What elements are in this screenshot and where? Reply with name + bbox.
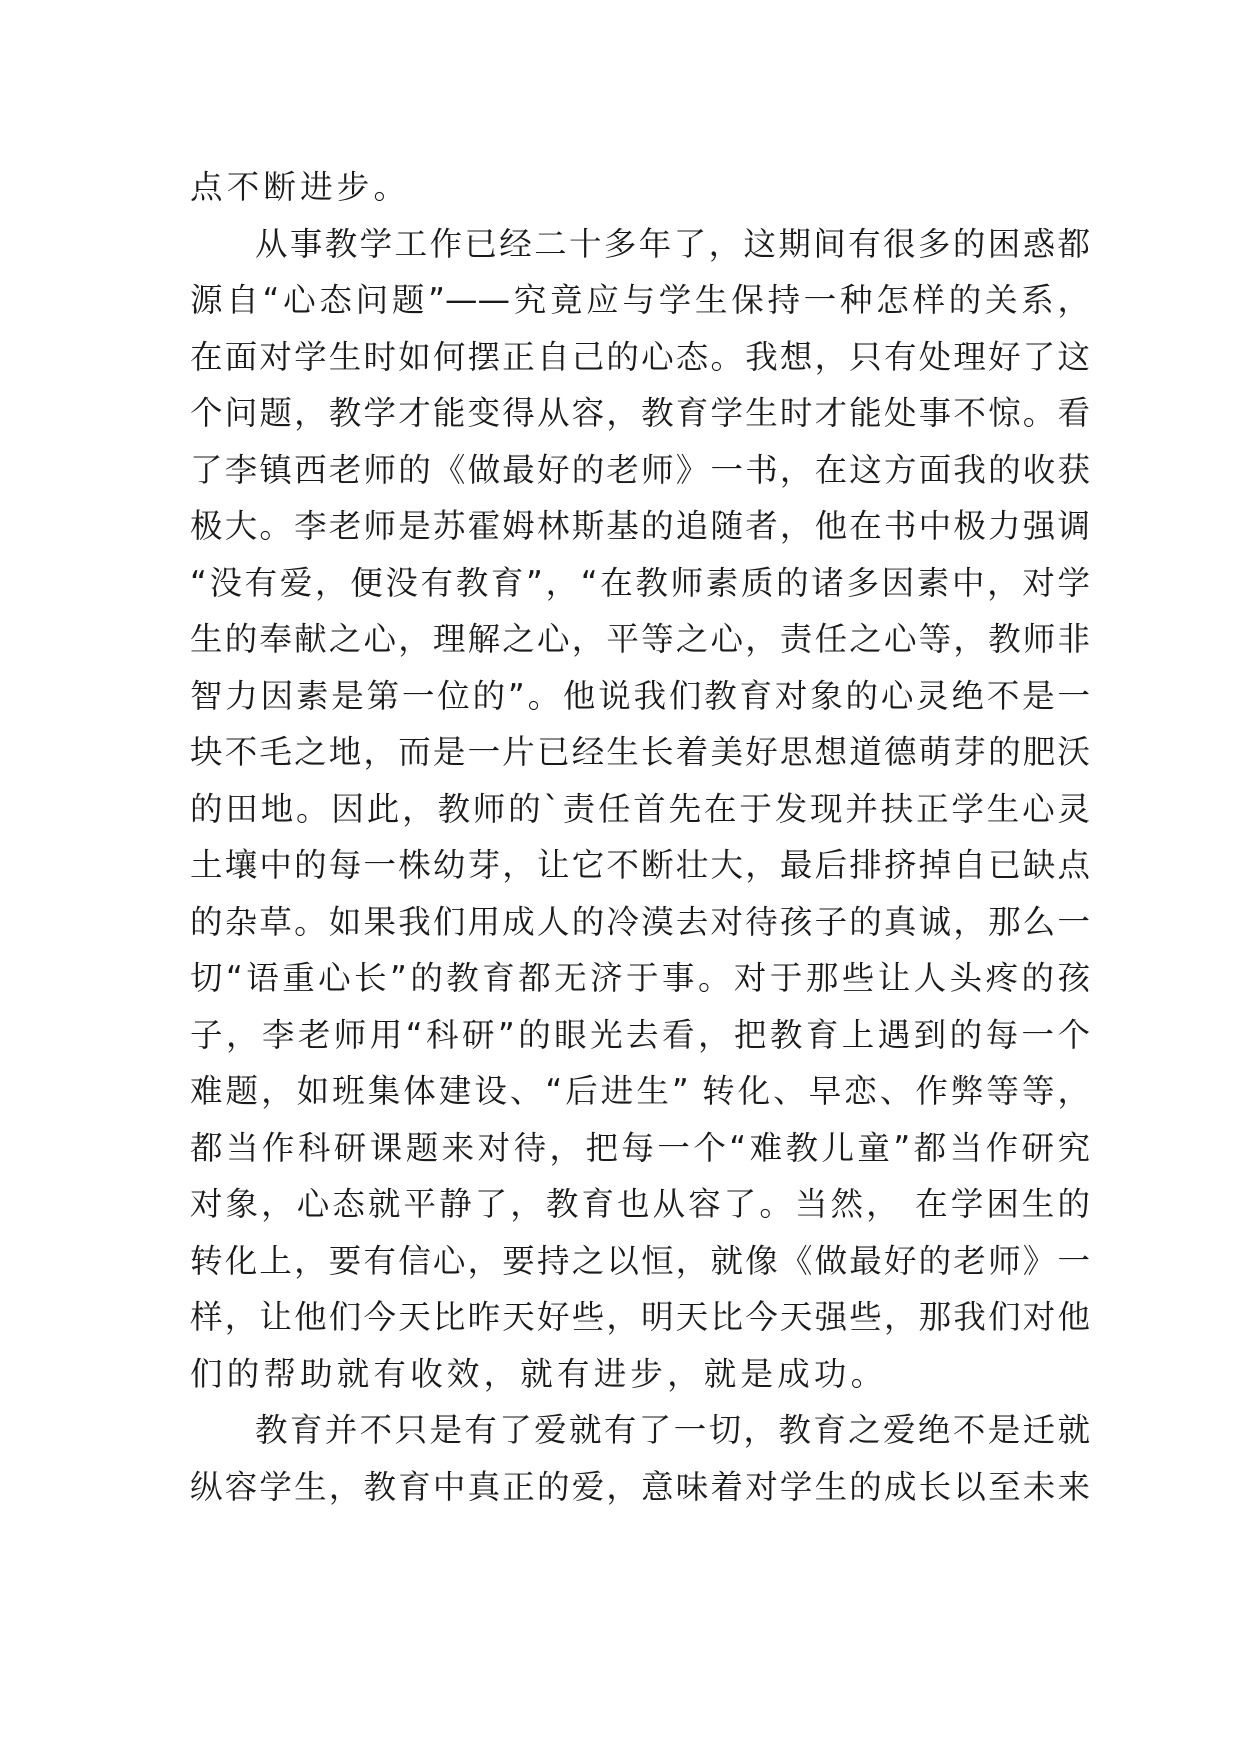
paragraph-1-line-1: 点不断进步。 [190,168,411,206]
paragraph-2-line-18: 对象，心态就平静了，教育也从容了。当然， 在学困生的 [190,1185,1090,1223]
paragraph-2-line-11: 的田地。因此，教师的`责任首先在于发现并扶正学生心灵 [190,789,1090,828]
paragraph-2-line-14: 切“语重心长”的教育都无济于事。对于那些让人头疼的孩 [190,959,1090,997]
paragraph-2-line-10: 块不毛之地，而是一片已经生长着美好思想道德萌芽的肥沃 [190,733,1090,771]
paragraph-2-line-9: 智力因素是第一位的”。他说我们教育对象的心灵绝不是一 [190,676,1090,715]
paragraph-2-line-6: 极大。李老师是苏霍姆林斯基的追随者，他在书中极力强调 [190,507,1090,545]
paragraph-2-line-7: “没有爱，便没有教育”，“在教师素质的诸多因素中，对学 [190,563,1090,602]
paragraph-2-line-21: 们的帮助就有收效，就有进步，就是成功。 [190,1354,888,1393]
paragraph-3-line-2: 纵容学生，教育中真正的爱，意味着对学生的成长以至未来 [190,1467,1090,1506]
paragraph-2-line-8: 生的奉献之心，理解之心，平等之心，责任之心等，教师非 [190,620,1090,658]
paragraph-2-line-3: 在面对学生时如何摆正自己的心态。我想，只有处理好了这 [190,337,1090,376]
paragraph-2-line-2: 源自“心态问题”——究竟应与学生保持一种怎样的关系， [190,281,1090,319]
paragraph-2-line-16: 难题，如班集体建设、“后进生” 转化、早恋、作弊等等， [190,1072,1090,1110]
paragraph-2-line-4: 个问题，教学才能变得从容，教育学生时才能处事不惊。看 [190,394,1090,432]
paragraph-2-line-1: 从事教学工作已经二十多年了，这期间有很多的困惑都 [255,224,1090,263]
paragraph-3-line-1: 教育并不只是有了爱就有了一切，教育之爱绝不是迁就 [255,1411,1090,1449]
paragraph-2-line-20: 样，让他们今天比昨天好些，明天比今天强些，那我们对他 [190,1298,1090,1336]
paragraph-2-line-12: 土壤中的每一株幼芽，让它不断壮大，最后排挤掉自已缺点 [190,846,1090,884]
body-text [190,159,1090,1515]
paragraph-2-line-17: 都当作科研课题来对待，把每一个“难教儿童”都当作研究 [190,1128,1090,1167]
paragraph-2-line-5: 了李镇西老师的《做最好的老师》一书，在这方面我的收获 [190,450,1090,489]
paragraph-2-line-15: 子，李老师用“科研”的眼光去看，把教育上遇到的每一个 [190,1015,1090,1054]
paragraph-2-line-19: 转化上，要有信心，要持之以恒，就像《做最好的老师》一 [190,1241,1090,1280]
paragraph-2-line-13: 的杂草。如果我们用成人的冷漠去对待孩子的真诚，那么一 [190,902,1090,941]
